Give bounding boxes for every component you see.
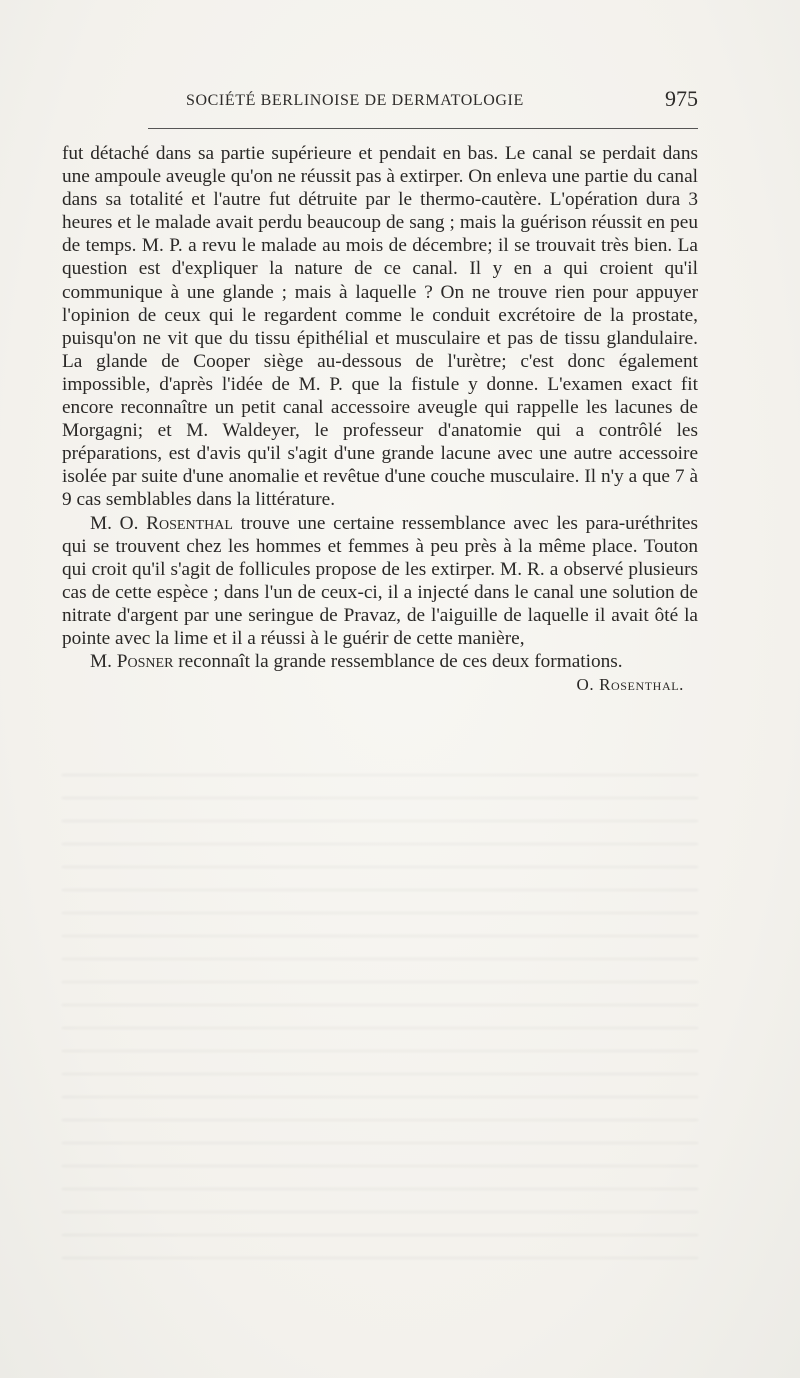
paragraph-text: trouve une certaine ressemblance avec les para-uréthrites qui se trouvent chez les hommes et femmes à peu près à la même place. Touton qui croit qu'il s'agit de follicules propose de les extirper. M. R. a observé plusieurs cas de cette espèce ; dans l'un de ceux-ci, il a injecté dans le canal une solution de nitrate d'argent par une seringue de Pravaz, de l'aiguille de laquelle il avait ôté la pointe avec la lime et il a réussi à le guérir de cette manière, — [62, 512, 698, 649]
running-header — [148, 86, 700, 116]
paragraph-text: M. — [90, 651, 117, 673]
paragraph — [62, 142, 698, 512]
header-rule — [148, 128, 698, 129]
paragraph — [62, 650, 698, 673]
paragraph-text: fut détaché dans sa partie supérieure et pendait en bas. Le canal se perdait dans une ampoule aveugle qu'on ne réussit pas à extirper. On enleva une partie du canal dans sa totalité et l'autre fut détruite par le thermo-cautère. L'opération dura 3 heures et le malade avait perdu beaucoup de sang ; mais la guérison réussit en peu de temps. M. P. a revu le malade au mois de décembre; il se trouvait très bien. La question est d'expliquer la nature de ce canal. Il y en a qui croient qu'il communique à une glande ; mais à laquelle ? On ne trouve rien pour appuyer l'opinion de ceux qui le regardent comme le conduit excrétoire de la prostate, puisqu'on ne vit que du tissu épithélial et musculaire et pas de tissu glandulaire. La glande de Cooper siège au-dessous de l'urètre; c'est donc également impossible, d'après l'idée de M. P. que la fistule y donne. L'examen exact fit encore reconnaître un petit canal accessoire aveugle qui rappelle les lacunes de Morgagni; et M. Waldeyer, le professeur d'anatomie qui a contrôlé les préparations, est d'avis qu'il s'agit d'une grande lacune avec une autre accessoire isolée par suite d'une anomalie et revêtue d'une couche musculaire. Il n'y a que 7 à 9 cas semblables dans la littérature. — [62, 143, 698, 511]
paragraph-text: reconnaît la grande ressemblance de ces deux formations. — [173, 651, 623, 673]
page-number: 975 — [665, 86, 698, 111]
author-name: Posner — [116, 651, 174, 673]
header-title: SOCIÉTÉ BERLINOISE DE DERMATOLOGIE — [186, 92, 524, 109]
show-through-texture — [62, 760, 698, 1280]
paragraph-text: M. O. — [90, 512, 147, 534]
signature-name: Rosenthal. — [599, 675, 684, 695]
signature — [62, 673, 698, 696]
signature-prefix: O. — [576, 675, 600, 695]
body-text — [62, 142, 698, 696]
paragraph — [62, 512, 698, 651]
author-name: Rosenthal — [146, 512, 233, 534]
